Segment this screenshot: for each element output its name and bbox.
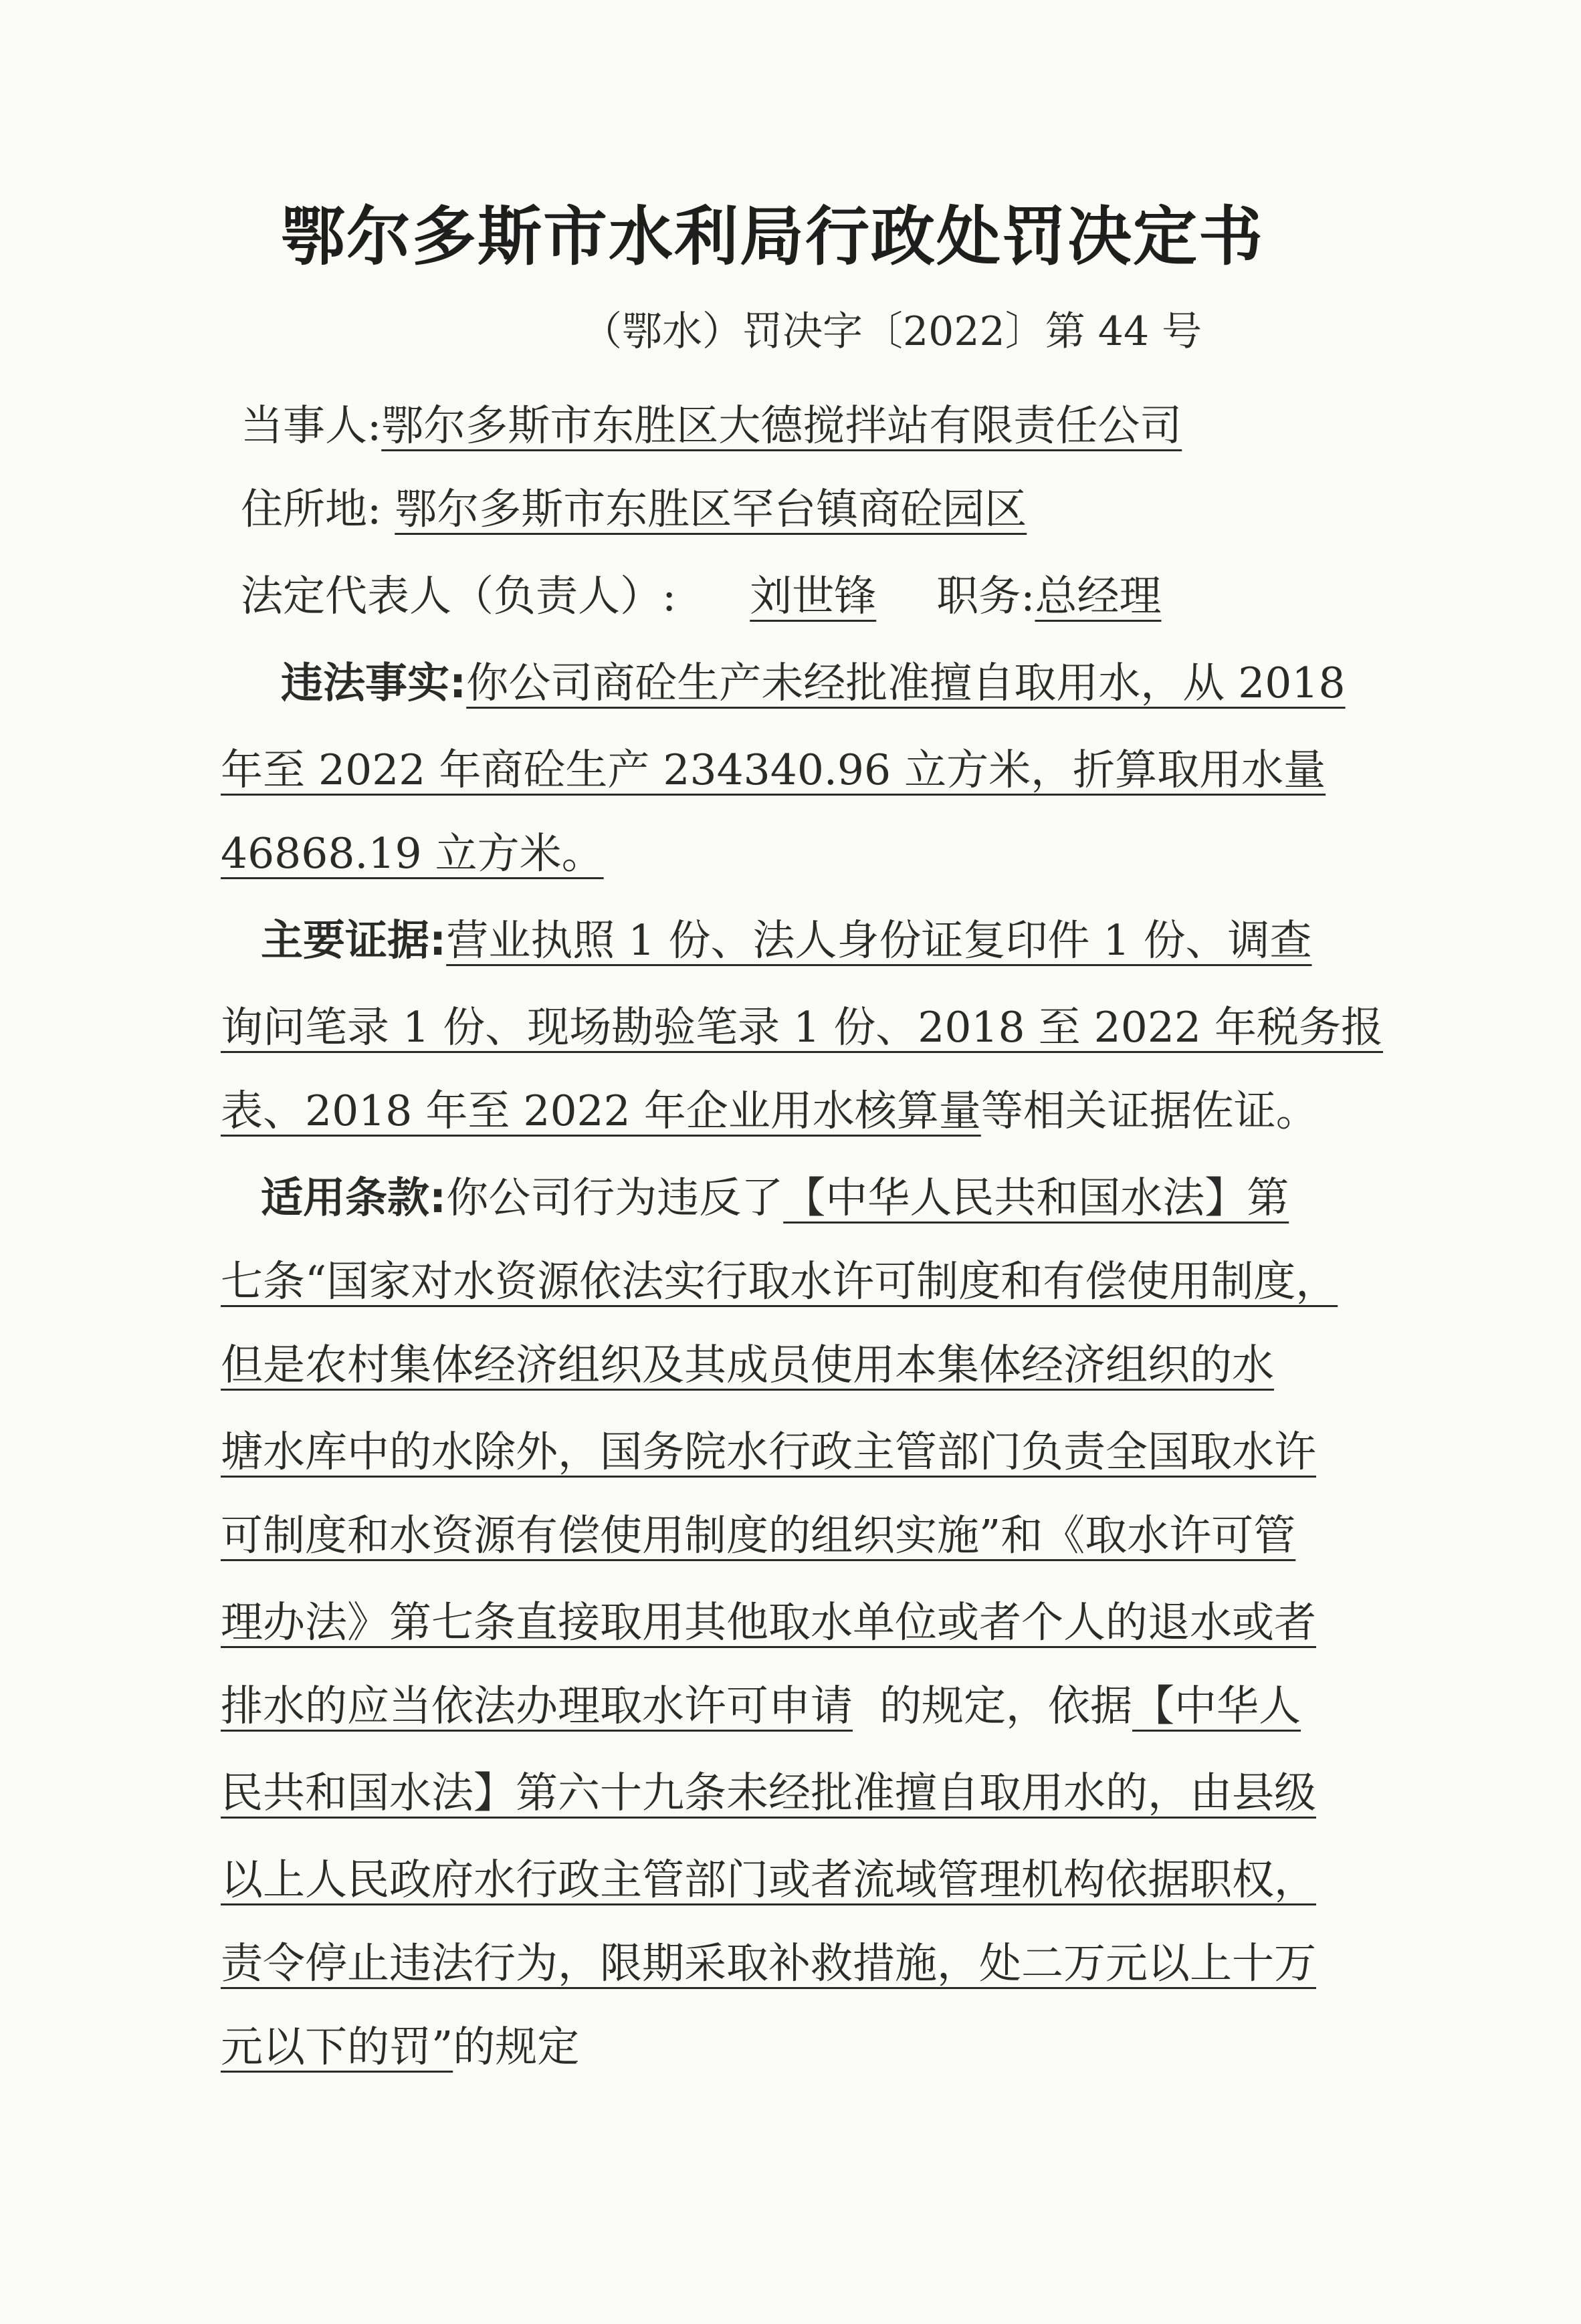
representative-value: 刘世锋 [750, 572, 877, 620]
clauses-row-13 [221, 2022, 580, 2071]
evidence-line: 询问笔录 1 份、现场勘验笔录 1 份、2018 至 2022 年税务报 [221, 1003, 1384, 1052]
clauses-intro: 你公司行为违反了 [446, 1173, 784, 1222]
clauses-line: 民共和国水法】第六十九条未经批准擅自取用水的，由县级 [221, 1768, 1316, 1817]
facts-line: 46868.19 立方米。 [221, 829, 604, 878]
position-label: 职务: [936, 572, 1035, 620]
representative-row [241, 572, 1162, 620]
address-value: 鄂尔多斯市东胜区罕台镇商砼园区 [395, 485, 1027, 534]
evidence-line: 等相关证据佐证。 [980, 1086, 1318, 1135]
party-value: 鄂尔多斯市东胜区大德搅拌站有限责任公司 [381, 401, 1182, 450]
party-row [241, 401, 1182, 450]
address-label: 住所地: [241, 485, 382, 534]
clauses-label: 适用条款: [261, 1173, 447, 1222]
party-label: 当事人: [241, 401, 382, 450]
clauses-line: 理办法》第七条直接取用其他取水单位或者个人的退水或者 [221, 1598, 1316, 1647]
clauses-row-1 [261, 1173, 1289, 1222]
clauses-line: 的规定 [453, 2022, 580, 2071]
facts-line: 年至 2022 年商砼生产 234340.96 立方米，折算取用水量 [221, 745, 1326, 794]
address-row [241, 485, 1027, 534]
document-title: 鄂尔多斯市水利局行政处罚决定书 [281, 199, 1264, 274]
evidence-label: 主要证据: [261, 916, 447, 965]
facts-row-1 [281, 659, 1346, 707]
clauses-row-7 [221, 1681, 1301, 1730]
document-number: （鄂水）罚决字〔2022〕第 44 号 [582, 308, 1202, 355]
clauses-line: 元以下的罚” [221, 2022, 453, 2071]
position-value: 总经理 [1035, 572, 1162, 620]
clauses-line: 塘水库中的水除外，国务院水行政主管部门负责全国取水许 [221, 1427, 1316, 1476]
clauses-line: 可制度和水资源有偿使用制度的组织实施”和《取水许可管 [221, 1511, 1296, 1560]
clauses-line: 但是农村集体经济组织及其成员使用本集体经济组织的水 [221, 1341, 1274, 1389]
clauses-line: 的规定，依据 [879, 1681, 1132, 1730]
clauses-line: 以上人民政府水行政主管部门或者流域管理机构依据职权， [221, 1855, 1316, 1904]
evidence-row-1 [261, 916, 1312, 965]
clauses-line: 【中华人 [1132, 1681, 1301, 1730]
clauses-line: 排水的应当依法办理取水许可申请 [221, 1681, 853, 1730]
facts-line: 你公司商砼生产未经批准擅自取用水，从 2018 [466, 659, 1346, 707]
evidence-line: 表、2018 年至 2022 年企业用水核算量 [221, 1086, 981, 1135]
representative-label: 法定代表人（负责人）: [241, 572, 677, 620]
evidence-line: 营业执照 1 份、法人身份证复印件 1 份、调查 [446, 916, 1312, 965]
clauses-line: 七条“国家对水资源依法实行取水许可制度和有偿使用制度， [221, 1257, 1338, 1306]
facts-label: 违法事实: [281, 659, 467, 707]
clauses-line: 责令停止违法行为，限期采取补救措施，处二万元以上十万 [221, 1939, 1316, 1988]
evidence-row-3 [221, 1086, 1318, 1135]
clauses-line: 【中华人民共和国水法】第 [783, 1173, 1289, 1222]
